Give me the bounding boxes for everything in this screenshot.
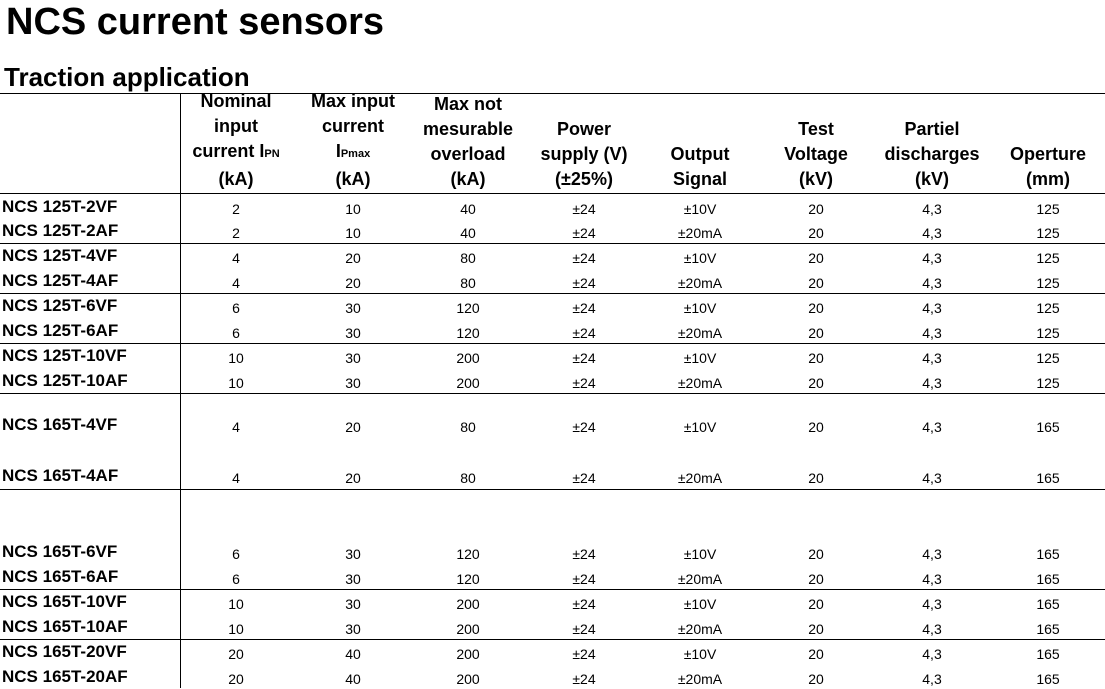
row-model-label: NCS 165T-10VF — [2, 592, 127, 611]
table-cell: ±10V — [683, 300, 717, 316]
table-cell: 165 — [1036, 470, 1060, 486]
column-header-7 — [873, 96, 991, 192]
table-cell: 125 — [1036, 375, 1060, 391]
table-cell: 40 — [345, 646, 361, 662]
row-model-label: NCS 165T-20VF — [2, 642, 127, 661]
table-cell: 4,3 — [922, 621, 942, 637]
row-model-label: NCS 125T-10VF — [2, 346, 127, 365]
table-cell: 40 — [460, 201, 476, 217]
column-header-line: IPmax — [335, 141, 371, 161]
table-cell: 125 — [1036, 225, 1060, 241]
table-cell: 80 — [460, 250, 476, 266]
table-cell: 10 — [345, 201, 361, 217]
table-cell: 80 — [460, 470, 476, 486]
table-cell: 20 — [345, 419, 361, 435]
column-header-line: (mm) — [1026, 169, 1070, 189]
table-cell: ±20mA — [677, 225, 723, 241]
table-cell: 20 — [808, 275, 824, 291]
column-header-line: Output — [670, 144, 730, 164]
table-cell: ±24 — [572, 546, 596, 562]
column-header-2 — [298, 91, 408, 192]
column-header-line: supply (V) — [540, 144, 628, 164]
table-cell: 40 — [460, 225, 476, 241]
group-separator — [0, 293, 1105, 294]
table-cell: ±24 — [572, 646, 596, 662]
table-cell: 20 — [345, 275, 361, 291]
table-cell: 200 — [456, 646, 480, 662]
table-cell: ±20mA — [677, 275, 723, 291]
table-cell: 4,3 — [922, 350, 942, 366]
table-cell: 165 — [1036, 419, 1060, 435]
row-model-label: NCS 165T-4AF — [2, 466, 119, 485]
table-cell: 4,3 — [922, 300, 942, 316]
table-cell: 6 — [232, 325, 240, 341]
table-cell: 20 — [808, 300, 824, 316]
column-header-line: (kA) — [335, 169, 371, 189]
column-header-line: current — [321, 116, 384, 136]
table-cell: ±24 — [572, 470, 596, 486]
table-cell: ±10V — [683, 419, 717, 435]
table-cell: 20 — [808, 571, 824, 587]
table-cell: 20 — [808, 646, 824, 662]
column-header-line: Signal — [672, 169, 727, 189]
table-cell: 125 — [1036, 300, 1060, 316]
page-title: NCS current sensors — [6, 1, 385, 43]
table-cell: 20 — [808, 225, 824, 241]
table-cell: 125 — [1036, 350, 1060, 366]
column-header-line: Voltage — [784, 144, 848, 164]
table-cell: ±24 — [572, 571, 596, 587]
table-cell: 6 — [232, 571, 240, 587]
table-cell: 30 — [345, 546, 361, 562]
table-cell: ±10V — [683, 546, 717, 562]
row-model-label: NCS 125T-6AF — [2, 321, 119, 340]
column-header-line: Max not — [433, 94, 502, 114]
table-cell: ±24 — [572, 671, 596, 687]
table-cell: 30 — [345, 375, 361, 391]
column-header-line: (kA) — [450, 169, 486, 189]
group-separator — [0, 193, 1105, 194]
column-header-line: discharges — [884, 144, 980, 164]
table-cell: 4,3 — [922, 646, 942, 662]
table-cell: ±24 — [572, 300, 596, 316]
table-cell: 4,3 — [922, 419, 942, 435]
table-cell: 30 — [345, 621, 361, 637]
column-header-line: Operture — [1009, 144, 1087, 164]
column-header-line: Test — [798, 119, 834, 139]
table-cell: 20 — [808, 596, 824, 612]
table-cell: 10 — [228, 375, 244, 391]
table-cell: 20 — [228, 671, 244, 687]
column-header-8 — [993, 96, 1103, 192]
table-cell: 20 — [808, 470, 824, 486]
table-cell: 4,3 — [922, 470, 942, 486]
table-cell: 20 — [808, 350, 824, 366]
table-cell: ±24 — [572, 325, 596, 341]
column-header-line: Partiel — [904, 119, 960, 139]
column-header-3 — [413, 96, 523, 192]
table-cell: 2 — [232, 201, 240, 217]
table-cell: ±20mA — [677, 621, 723, 637]
row-model-label: NCS 165T-20AF — [2, 667, 128, 686]
table-cell: 120 — [456, 300, 480, 316]
table-cell: 30 — [345, 300, 361, 316]
table-cell: ±24 — [572, 201, 596, 217]
table-cell: 10 — [345, 225, 361, 241]
table-cell: ±24 — [572, 621, 596, 637]
column-header-line: (kV) — [914, 169, 949, 189]
table-cell: 20 — [228, 646, 244, 662]
table-cell: 30 — [345, 350, 361, 366]
table-cell: ±20mA — [677, 671, 723, 687]
table-cell: 4 — [232, 275, 240, 291]
table-cell: 125 — [1036, 201, 1060, 217]
table-cell: 4 — [232, 419, 240, 435]
table-cell: 20 — [345, 250, 361, 266]
column-header-6 — [764, 96, 868, 192]
table-cell: 125 — [1036, 325, 1060, 341]
table-cell: 165 — [1036, 596, 1060, 612]
table-cell: ±24 — [572, 419, 596, 435]
group-separator — [0, 589, 1105, 590]
table-cell: 10 — [228, 621, 244, 637]
table-cell: 120 — [456, 325, 480, 341]
row-model-label: NCS 125T-4VF — [2, 246, 118, 265]
group-separator — [0, 343, 1105, 344]
table-cell: 4 — [232, 470, 240, 486]
row-model-label: NCS 165T-6VF — [2, 542, 118, 561]
table-cell: ±10V — [683, 596, 717, 612]
table-cell: 20 — [808, 250, 824, 266]
table-cell: 4,3 — [922, 325, 942, 341]
column-header-5 — [645, 96, 755, 192]
column-header-line: input — [214, 116, 258, 136]
table-cell: 4,3 — [922, 671, 942, 687]
table-cell: ±10V — [683, 646, 717, 662]
column-header-line: mesurable — [422, 119, 514, 139]
table-cell: ±10V — [683, 350, 717, 366]
table-cell: ±24 — [572, 375, 596, 391]
table-cell: 4,3 — [922, 275, 942, 291]
row-model-label: NCS 125T-4AF — [2, 271, 119, 290]
table-cell: 165 — [1036, 621, 1060, 637]
table-cell: 20 — [808, 621, 824, 637]
table-cell: 165 — [1036, 671, 1060, 687]
column-header-line: (kV) — [798, 169, 833, 189]
table-cell: 20 — [808, 671, 824, 687]
table-cell: 6 — [232, 300, 240, 316]
column-header-line: current IPN — [192, 141, 280, 161]
table-cell: 200 — [456, 375, 480, 391]
table-cell: ±24 — [572, 596, 596, 612]
group-separator — [0, 393, 1105, 394]
column-header-line: (kA) — [218, 169, 254, 189]
table-cell: 200 — [456, 671, 480, 687]
table-cell: ±10V — [683, 201, 717, 217]
table-cell: 4,3 — [922, 375, 942, 391]
table-cell: ±24 — [572, 350, 596, 366]
table-cell: 20 — [808, 201, 824, 217]
table-cell: 120 — [456, 546, 480, 562]
table-cell: 200 — [456, 621, 480, 637]
table-cell: 2 — [232, 225, 240, 241]
table-cell: 20 — [808, 419, 824, 435]
group-separator — [0, 639, 1105, 640]
table-cell: 4,3 — [922, 225, 942, 241]
row-model-label: NCS 165T-6AF — [2, 567, 119, 586]
column-header-line: Power — [556, 119, 612, 139]
table-cell: 20 — [808, 325, 824, 341]
group-separator — [0, 489, 1105, 490]
table-cell: 6 — [232, 546, 240, 562]
table-cell: 20 — [345, 470, 361, 486]
table-cell: ±20mA — [677, 470, 723, 486]
table-cell: 4,3 — [922, 546, 942, 562]
row-model-label: NCS 125T-6VF — [2, 296, 118, 315]
table-cell: 30 — [345, 571, 361, 587]
column-header-line: Nominal — [200, 91, 272, 111]
table-cell: 120 — [456, 571, 480, 587]
table-cell: ±24 — [572, 225, 596, 241]
table-cell: 125 — [1036, 250, 1060, 266]
header-top-border — [0, 93, 1105, 94]
table-cell: 165 — [1036, 571, 1060, 587]
table-cell: 80 — [460, 419, 476, 435]
row-model-label: NCS 125T-2VF — [2, 197, 118, 216]
table-cell: 4,3 — [922, 250, 942, 266]
table-cell: ±20mA — [677, 325, 723, 341]
table-cell: 165 — [1036, 646, 1060, 662]
table-cell: ±10V — [683, 250, 717, 266]
column-header-line: Max input — [311, 91, 395, 111]
table-cell: ±24 — [572, 275, 596, 291]
table-cell: 10 — [228, 596, 244, 612]
group-separator — [0, 243, 1105, 244]
table-cell: ±20mA — [677, 571, 723, 587]
table-cell: ±24 — [572, 250, 596, 266]
table-cell: 4,3 — [922, 571, 942, 587]
row-model-label: NCS 125T-10AF — [2, 371, 128, 390]
row-model-label: NCS 125T-2AF — [2, 221, 119, 240]
table-cell: 30 — [345, 325, 361, 341]
table-cell: 30 — [345, 596, 361, 612]
column-header-1 — [181, 91, 291, 192]
row-model-label: NCS 165T-4VF — [2, 415, 118, 434]
table-cell: 20 — [808, 375, 824, 391]
table-cell: 40 — [345, 671, 361, 687]
table-cell: 20 — [808, 546, 824, 562]
column-header-line: (±25%) — [555, 169, 613, 189]
table-cell: 200 — [456, 350, 480, 366]
section-subtitle: Traction application — [4, 62, 250, 92]
table-cell: 4 — [232, 250, 240, 266]
table-cell: 80 — [460, 275, 476, 291]
table-cell: 4,3 — [922, 201, 942, 217]
table-cell: 165 — [1036, 546, 1060, 562]
table-cell: 125 — [1036, 275, 1060, 291]
table-cell: 10 — [228, 350, 244, 366]
table-cell: ±20mA — [677, 375, 723, 391]
table-cell: 4,3 — [922, 596, 942, 612]
column-header-4 — [525, 96, 643, 192]
table-cell: 200 — [456, 596, 480, 612]
column-header-line: overload — [430, 144, 506, 164]
column-header-subscript: Pmax — [340, 148, 371, 160]
column-header-subscript: PN — [264, 148, 280, 160]
row-model-label: NCS 165T-10AF — [2, 617, 128, 636]
